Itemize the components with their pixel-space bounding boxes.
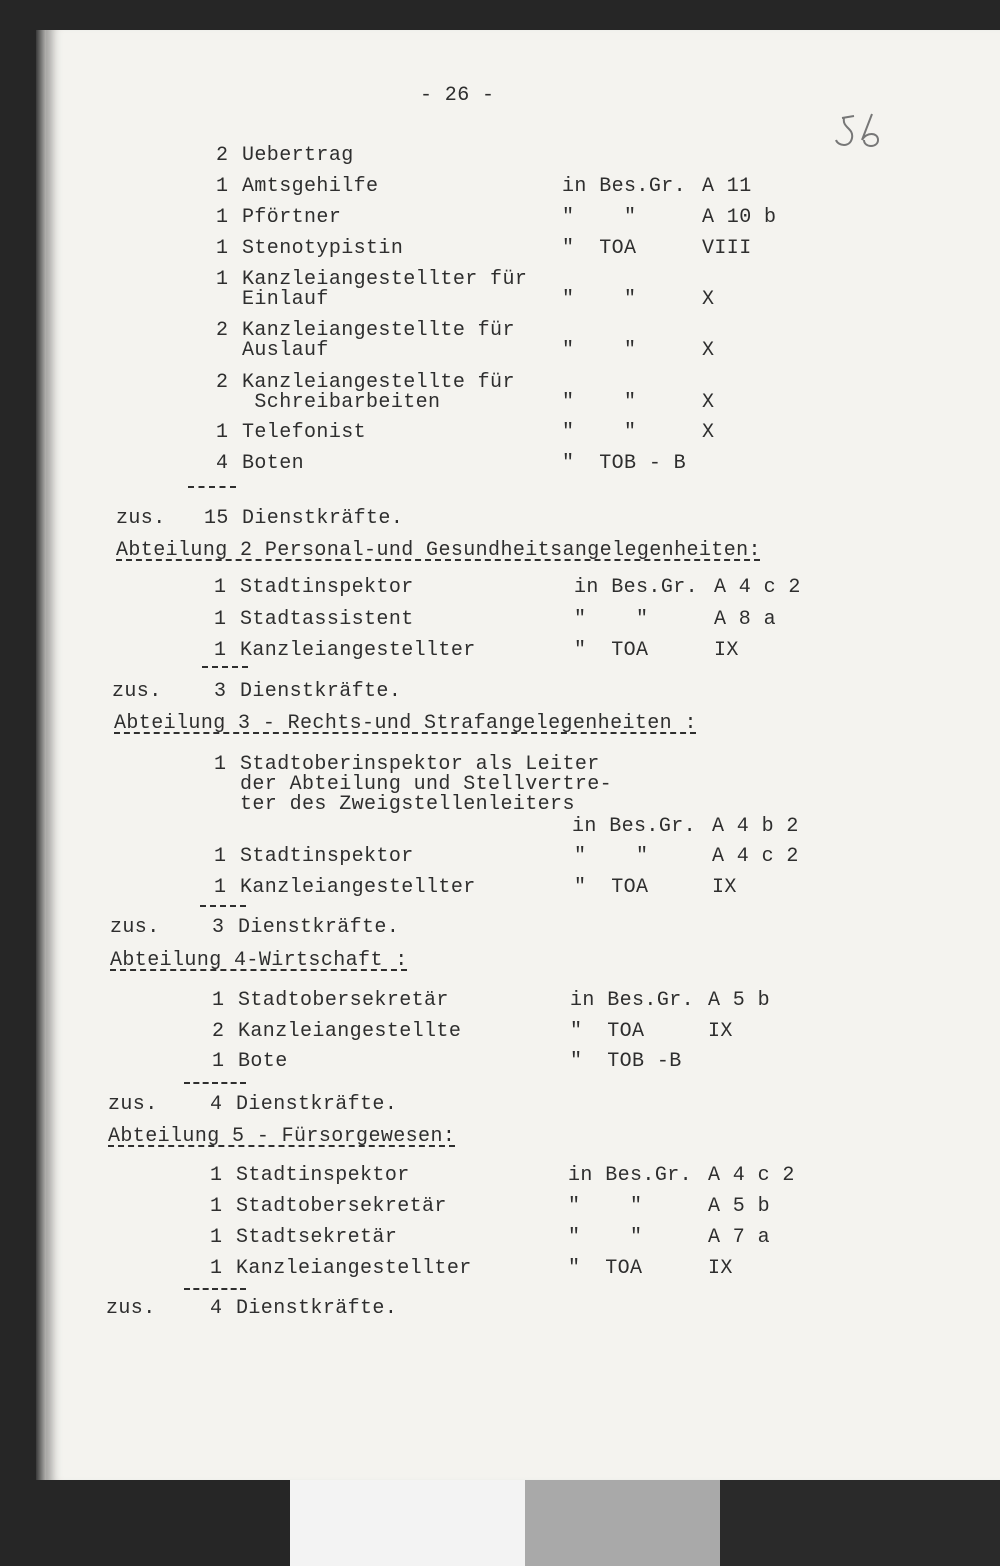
section-heading: Abteilung 3 - Rechts-und Strafangelegenheiten : xyxy=(114,712,697,735)
row-position: ter des Zweigstellenleiters xyxy=(240,793,575,816)
row-count: 1 xyxy=(214,845,227,868)
row-position: Stadtobersekretär xyxy=(236,1195,447,1218)
row-count: 1 xyxy=(214,576,227,599)
row-pay-group: in Bes.Gr. xyxy=(562,175,687,198)
row-pay-group: " TOA xyxy=(568,1257,643,1280)
row-count: 4 xyxy=(216,452,229,475)
row-count: 2 xyxy=(216,371,229,394)
calibration-strip-white xyxy=(290,1480,525,1566)
row-pay-group: " TOA xyxy=(570,1020,645,1043)
total-text: Dienstkräfte. xyxy=(236,1297,398,1320)
total-count: 4 xyxy=(210,1297,223,1320)
sum-divider xyxy=(184,1082,246,1084)
row-count: 1 xyxy=(214,608,227,631)
row-grade: A 5 b xyxy=(708,1195,771,1218)
row-position: der Abteilung und Stellvertre- xyxy=(240,773,613,796)
total-label: zus. xyxy=(116,507,166,530)
row-count: 1 xyxy=(212,989,225,1012)
row-grade: A 4 b 2 xyxy=(712,815,799,838)
row-pay-group: " " xyxy=(574,845,649,868)
sum-divider xyxy=(184,1288,246,1290)
row-pay-group: " TOA xyxy=(574,639,649,662)
row-grade: IX xyxy=(708,1020,733,1043)
row-grade: IX xyxy=(714,639,739,662)
row-count: 1 xyxy=(216,175,229,198)
total-text: Dienstkräfte. xyxy=(236,1093,398,1116)
row-position: Stadtsekretär xyxy=(236,1226,398,1249)
row-count: 1 xyxy=(210,1257,223,1280)
row-position: Amtsgehilfe xyxy=(242,175,379,198)
row-pay-group: in Bes.Gr. xyxy=(574,576,699,599)
row-position: Kanzleiangestellte xyxy=(238,1020,462,1043)
row-count: 1 xyxy=(212,1050,225,1073)
total-count: 3 xyxy=(214,680,227,703)
row-grade: IX xyxy=(708,1257,733,1280)
row-pay-group: " " xyxy=(568,1195,643,1218)
row-grade: VIII xyxy=(702,237,752,260)
row-count: 2 xyxy=(212,1020,225,1043)
total-label: zus. xyxy=(108,1093,158,1116)
row-position: Stadtobersekretär xyxy=(238,989,449,1012)
total-count: 4 xyxy=(210,1093,223,1116)
row-position: Kanzleiangestellte für xyxy=(242,371,515,394)
row-pay-group: in Bes.Gr. xyxy=(572,815,697,838)
total-count: 3 xyxy=(212,916,225,939)
calibration-strip-black xyxy=(0,1480,290,1566)
row-grade: X xyxy=(702,288,715,311)
row-count: 1 xyxy=(214,753,227,776)
row-position: Stadtinspektor xyxy=(240,576,414,599)
row-position: Kanzleiangestellter xyxy=(240,639,476,662)
row-pay-group: " " xyxy=(562,288,637,311)
row-pay-group: " TOB -B xyxy=(570,1050,682,1073)
row-grade: IX xyxy=(712,876,737,899)
row-position: Telefonist xyxy=(242,421,367,444)
row-count: 1 xyxy=(214,639,227,662)
row-pay-group: " TOA xyxy=(574,876,649,899)
row-position: Bote xyxy=(238,1050,288,1073)
total-label: zus. xyxy=(110,916,160,939)
row-pay-group: in Bes.Gr. xyxy=(568,1164,693,1187)
row-pay-group: in Bes.Gr. xyxy=(570,989,695,1012)
row-count: 1 xyxy=(216,206,229,229)
row-grade: A 11 xyxy=(702,175,752,198)
row-grade: A 8 a xyxy=(714,608,777,631)
row-grade: A 4 c 2 xyxy=(712,845,799,868)
handwritten-page-mark xyxy=(832,110,892,160)
row-grade: A 4 c 2 xyxy=(708,1164,795,1187)
sum-divider xyxy=(202,666,248,668)
total-count: 15 xyxy=(204,507,229,530)
row-grade: A 5 b xyxy=(708,989,771,1012)
section-heading: Abteilung 4-Wirtschaft : xyxy=(110,949,408,972)
row-position: Kanzleiangestellter xyxy=(236,1257,472,1280)
row-grade: A 4 c 2 xyxy=(714,576,801,599)
total-label: zus. xyxy=(112,680,162,703)
row-position: Kanzleiangestellte für xyxy=(242,319,515,342)
row-position: Uebertrag xyxy=(242,144,354,167)
row-grade: A 7 a xyxy=(708,1226,771,1249)
row-pay-group: " " xyxy=(568,1226,643,1249)
total-label: zus. xyxy=(106,1297,156,1320)
row-pay-group: " " xyxy=(562,391,637,414)
row-pay-group: " TOB - B xyxy=(562,452,687,475)
total-text: Dienstkräfte. xyxy=(238,916,400,939)
calibration-strip-dark xyxy=(720,1480,1000,1566)
page-number: - 26 - xyxy=(420,84,495,107)
row-pay-group: " TOA xyxy=(562,237,637,260)
row-pay-group: " " xyxy=(574,608,649,631)
row-grade: X xyxy=(702,391,715,414)
row-position: Stadtinspektor xyxy=(236,1164,410,1187)
row-count: 1 xyxy=(210,1164,223,1187)
row-position: Kanzleiangestellter xyxy=(240,876,476,899)
row-count: 1 xyxy=(210,1195,223,1218)
row-position: Stadtassistent xyxy=(240,608,414,631)
row-grade: A 10 b xyxy=(702,206,777,229)
row-position: Pförtner xyxy=(242,206,342,229)
row-count: 1 xyxy=(216,268,229,291)
row-position: Boten xyxy=(242,452,305,475)
row-count: 2 xyxy=(216,144,229,167)
sum-divider xyxy=(200,905,246,907)
row-count: 1 xyxy=(216,421,229,444)
row-count: 1 xyxy=(216,237,229,260)
calibration-strip-gray xyxy=(525,1480,720,1566)
row-position: Kanzleiangestellter für xyxy=(242,268,528,291)
row-count: 1 xyxy=(210,1226,223,1249)
row-pay-group: " " xyxy=(562,206,637,229)
row-count: 2 xyxy=(216,319,229,342)
row-pay-group: " " xyxy=(562,421,637,444)
total-text: Dienstkräfte. xyxy=(240,680,402,703)
row-position-cont: Einlauf xyxy=(242,288,329,311)
row-position: Stadtinspektor xyxy=(240,845,414,868)
row-pay-group: " " xyxy=(562,339,637,362)
row-position: Stenotypistin xyxy=(242,237,404,260)
row-grade: X xyxy=(702,421,715,444)
sum-divider xyxy=(188,486,236,488)
row-count: 1 xyxy=(214,876,227,899)
section-heading: Abteilung 5 - Fürsorgewesen: xyxy=(108,1125,456,1148)
row-grade: X xyxy=(702,339,715,362)
row-position: Stadtoberinspektor als Leiter xyxy=(240,753,600,776)
row-position-cont: Schreibarbeiten xyxy=(242,391,441,414)
row-position-cont: Auslauf xyxy=(242,339,329,362)
total-text: Dienstkräfte. xyxy=(242,507,404,530)
section-heading: Abteilung 2 Personal-und Gesundheitsangelegenheiten: xyxy=(116,539,761,562)
